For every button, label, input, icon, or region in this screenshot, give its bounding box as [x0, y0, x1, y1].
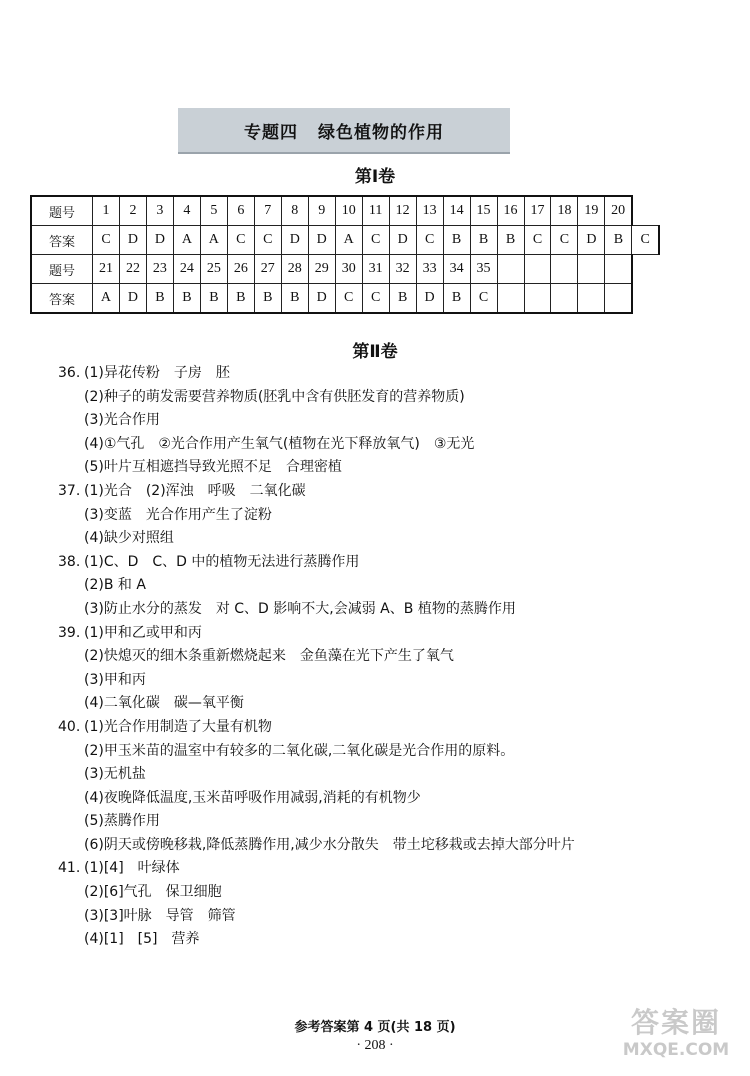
question-number: 39.	[58, 624, 81, 641]
section-1-title: 第Ⅰ卷	[354, 167, 396, 187]
table-cell: D	[119, 226, 146, 255]
table-cell: D	[416, 284, 443, 314]
table-cell: 24	[173, 255, 200, 284]
table-cell: A	[200, 226, 227, 255]
answer-text: (3)甲和丙	[84, 671, 146, 688]
table-cell: 35	[470, 255, 497, 284]
answer-line	[58, 763, 678, 787]
answer-line	[58, 433, 678, 457]
table-cell: B	[470, 226, 497, 255]
table-cell: B	[146, 284, 173, 314]
table-cell: D	[578, 226, 605, 255]
table-cell: 3	[146, 196, 173, 226]
table-cell: D	[308, 226, 335, 255]
table-cell: 12	[389, 196, 416, 226]
table-cell	[578, 284, 605, 314]
table-row	[31, 284, 659, 314]
table-cell: 22	[119, 255, 146, 284]
table-cell: 11	[362, 196, 389, 226]
table-cell: 17	[524, 196, 551, 226]
question-number: 41.	[58, 860, 81, 877]
answer-line	[58, 551, 678, 575]
answer-text: (3)光合作用	[84, 412, 160, 429]
table-cell: 8	[281, 196, 308, 226]
table-cell: C	[335, 284, 362, 314]
table-cell: B	[443, 226, 470, 255]
table-cell: 34	[443, 255, 470, 284]
answer-line	[58, 692, 678, 716]
answer-text: (1)光合作用制造了大量有机物	[84, 718, 272, 735]
answer-line	[58, 928, 678, 952]
answer-text: (1)异花传粉 子房 胚	[84, 365, 230, 381]
answer-block	[58, 622, 678, 716]
question-number: 40.	[58, 718, 81, 735]
question-number: 36.	[58, 365, 81, 381]
table-cell: C	[227, 226, 254, 255]
question-number: 37.	[58, 482, 81, 499]
answer-line	[58, 857, 678, 881]
answer-line	[58, 810, 678, 834]
answer-text: (4)夜晚降低温度,玉米苗呼吸作用减弱,消耗的有机物少	[84, 789, 421, 806]
table-cell: B	[605, 226, 632, 255]
answer-text: (4)二氧化碳 碳—氧平衡	[84, 695, 244, 712]
table-cell: 26	[227, 255, 254, 284]
page-number: · 208 ·	[356, 1038, 394, 1053]
table-cell: 2	[119, 196, 146, 226]
answer-line	[58, 598, 678, 622]
table-cell: 13	[416, 196, 443, 226]
table-cell: B	[254, 284, 281, 314]
row-label: 题号	[31, 255, 93, 284]
table-cell: A	[335, 226, 362, 255]
table-cell	[497, 284, 524, 314]
answers-list	[58, 362, 678, 952]
table-cell: A	[173, 226, 200, 255]
table-cell: C	[551, 226, 578, 255]
table-cell: A	[93, 284, 120, 314]
table-cell: B	[497, 226, 524, 255]
section-2-title: 第Ⅱ卷	[352, 342, 398, 362]
answer-block	[58, 362, 678, 480]
table-cell: 16	[497, 196, 524, 226]
answer-line	[58, 716, 678, 740]
table-row	[31, 196, 659, 226]
table-cell: 15	[470, 196, 497, 226]
table-cell: 10	[335, 196, 362, 226]
table-cell: C	[362, 284, 389, 314]
table-cell: 27	[254, 255, 281, 284]
table-cell: 5	[200, 196, 227, 226]
answer-text: (5)蒸腾作用	[84, 813, 160, 830]
table-cell: C	[416, 226, 443, 255]
answer-line	[58, 527, 678, 551]
answer-line	[58, 787, 678, 811]
answer-line	[58, 574, 678, 598]
table-cell: 1	[93, 196, 120, 226]
watermark-logo	[612, 1006, 740, 1066]
table-cell: C	[632, 226, 659, 255]
table-cell	[524, 284, 551, 314]
chapter-number: 专题四	[244, 122, 298, 143]
table-cell: 33	[416, 255, 443, 284]
answer-line	[58, 645, 678, 669]
answer-line	[58, 834, 678, 858]
answer-line	[58, 480, 678, 504]
table-cell: D	[146, 226, 173, 255]
table-cell: C	[254, 226, 281, 255]
answer-line	[58, 881, 678, 905]
answer-line	[58, 504, 678, 528]
watermark-text-top: 答案圈	[630, 1006, 721, 1039]
table-row	[31, 226, 659, 255]
table-cell: C	[362, 226, 389, 255]
table-cell: 30	[335, 255, 362, 284]
chapter-name: 绿色植物的作用	[318, 122, 444, 143]
table-cell: 20	[605, 196, 632, 226]
table-cell	[524, 255, 551, 284]
table-cell: 6	[227, 196, 254, 226]
table-cell: B	[173, 284, 200, 314]
table-cell: 29	[308, 255, 335, 284]
answer-text: (6)阴天或傍晚移栽,降低蒸腾作用,减少水分散失 带土坨移栽或去掉大部分叶片	[84, 836, 575, 853]
answer-text: (1)C、D C、D 中的植物无法进行蒸腾作用	[84, 553, 360, 570]
table-cell: 25	[200, 255, 227, 284]
answer-line	[58, 362, 678, 386]
answer-line	[58, 409, 678, 433]
answer-text: (3)防止水分的蒸发 对 C、D 影响不大,会减弱 A、B 植物的蒸腾作用	[84, 600, 516, 617]
answer-text: (4)①气孔 ②光合作用产生氧气(植物在光下释放氧气) ③无光	[84, 435, 475, 452]
answer-text: (2)种子的萌发需要营养物质(胚乳中含有供胚发育的营养物质)	[84, 388, 465, 405]
table-cell: B	[389, 284, 416, 314]
answer-line	[58, 669, 678, 693]
answer-block	[58, 857, 678, 951]
answer-text: (2)B 和 A	[84, 577, 146, 594]
answer-block	[58, 716, 678, 858]
row-label: 答案	[31, 284, 93, 314]
table-cell: D	[119, 284, 146, 314]
table-cell: D	[308, 284, 335, 314]
table-cell: B	[227, 284, 254, 314]
table-cell: D	[389, 226, 416, 255]
table-cell: 32	[389, 255, 416, 284]
answer-line	[58, 905, 678, 929]
table-cell: C	[93, 226, 120, 255]
answer-block	[58, 480, 678, 551]
table-cell: D	[281, 226, 308, 255]
answer-text: (3)[3]叶脉 导管 筛管	[84, 907, 236, 924]
table-cell: 31	[362, 255, 389, 284]
answer-text: (4)缺少对照组	[84, 530, 174, 547]
answer-table	[30, 195, 660, 314]
table-cell: 14	[443, 196, 470, 226]
footer-label: 参考答案第 4 页(共 18 页)	[294, 1020, 456, 1035]
answer-block	[58, 551, 678, 622]
table-cell: B	[443, 284, 470, 314]
answer-text: (4)[1] [5] 营养	[84, 931, 200, 948]
table-cell	[578, 255, 605, 284]
answer-text: (5)叶片互相遮挡导致光照不足 合理密植	[84, 459, 342, 476]
answer-line	[58, 622, 678, 646]
watermark-text-bottom: MXQE.COM	[622, 1040, 730, 1060]
answer-text: (2)[6]气孔 保卫细胞	[84, 884, 222, 901]
answer-text: (3)变蓝 光合作用产生了淀粉	[84, 506, 272, 523]
table-cell	[497, 255, 524, 284]
table-cell: B	[200, 284, 227, 314]
table-cell: 21	[93, 255, 120, 284]
table-cell: B	[281, 284, 308, 314]
table-cell: 9	[308, 196, 335, 226]
answer-line	[58, 456, 678, 480]
table-cell: 4	[173, 196, 200, 226]
table-cell: C	[524, 226, 551, 255]
answer-text: (1)[4] 叶绿体	[84, 860, 180, 877]
answer-line	[58, 386, 678, 410]
answer-text: (3)无机盐	[84, 766, 146, 783]
answer-text: (2)快熄灭的细木条重新燃烧起来 金鱼藻在光下产生了氧气	[84, 648, 454, 665]
table-row	[31, 255, 659, 284]
table-cell: 18	[551, 196, 578, 226]
answer-text: (2)甲玉米苗的温室中有较多的二氧化碳,二氧化碳是光合作用的原料。	[84, 742, 515, 759]
table-cell: 19	[578, 196, 605, 226]
answer-line	[58, 740, 678, 764]
table-cell	[551, 255, 578, 284]
row-label: 答案	[31, 226, 93, 255]
table-cell: 23	[146, 255, 173, 284]
answer-text: (1)甲和乙或甲和丙	[84, 624, 202, 641]
table-cell	[605, 255, 632, 284]
question-number: 38.	[58, 553, 81, 570]
answer-text: (1)光合 (2)浑浊 呼吸 二氧化碳	[84, 482, 306, 499]
table-cell	[551, 284, 578, 314]
table-cell: 7	[254, 196, 281, 226]
table-cell	[605, 284, 632, 314]
table-cell: C	[470, 284, 497, 314]
row-label: 题号	[31, 196, 93, 226]
table-cell: 28	[281, 255, 308, 284]
chapter-title-banner	[178, 108, 510, 154]
